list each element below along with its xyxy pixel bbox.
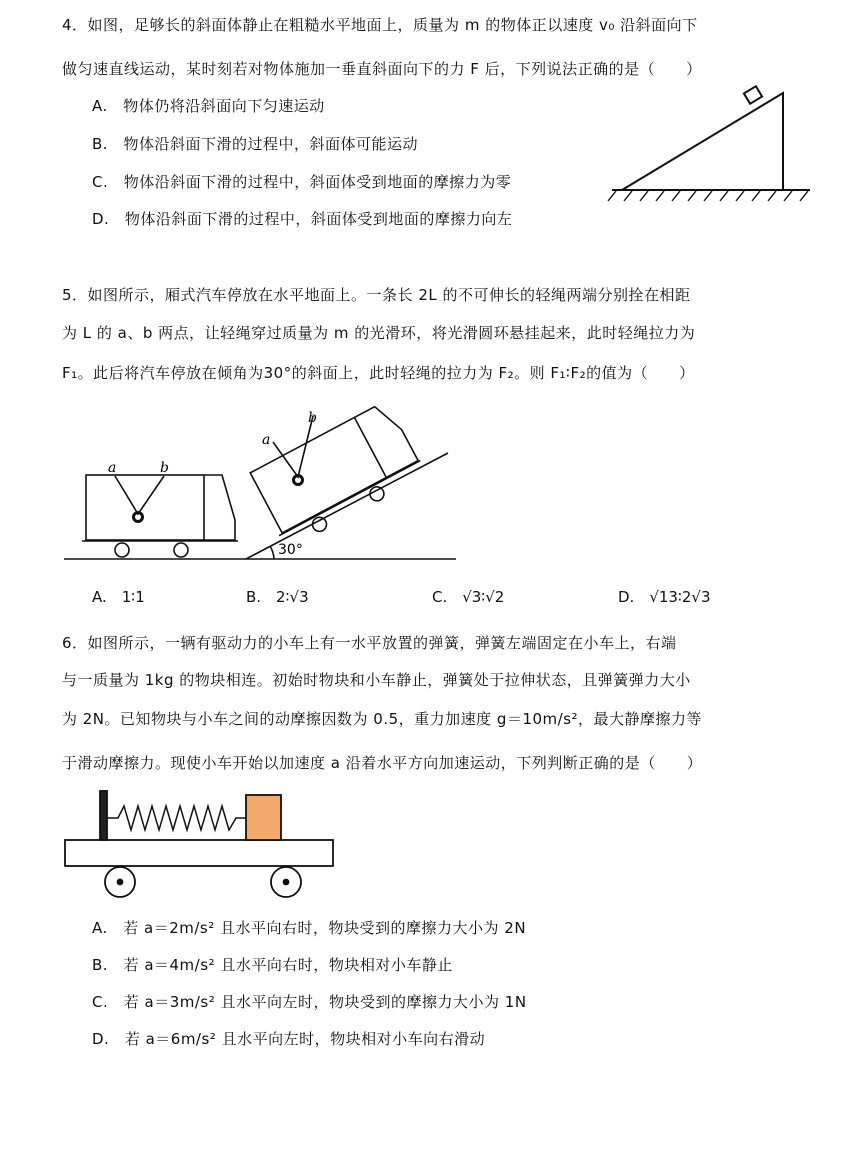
q4-stem-line-2: 做匀速直线运动，某时刻若对物体施加一垂直斜面向下的力 F 后，下列说法正确的是（ ） xyxy=(62,60,702,78)
incline-wedge xyxy=(622,93,783,190)
q4-option-b: B. 物体沿斜面下滑的过程中，斜面体可能运动 xyxy=(92,135,419,153)
tilted-label-a: a xyxy=(262,432,271,448)
q6-option-b: B. 若 a＝4m/s² 且水平向右时，物块相对小车静止 xyxy=(92,956,453,974)
flat-van-wheel xyxy=(115,543,129,557)
cart-block xyxy=(246,795,281,840)
tilted-label-b: b xyxy=(308,410,317,426)
q4-stem-line-1: 4．如图，足够长的斜面体静止在粗糙水平地面上，质量为 m 的物体正以速度 v₀ 沿斜面向下 xyxy=(62,16,698,34)
q5-option-a: A. 1∶1 xyxy=(92,588,145,606)
q5-option-d: D. √13∶2√3 xyxy=(618,588,711,606)
tilted-van xyxy=(247,400,428,550)
spring xyxy=(107,806,246,830)
q5-option-b: B. 2∶√3 xyxy=(246,588,309,606)
incline-figure xyxy=(600,85,820,210)
q6-option-d: D. 若 a＝6m/s² 且水平向左时，物块相对小车向右滑动 xyxy=(92,1030,486,1048)
flat-van-wheel xyxy=(174,543,188,557)
block-on-incline xyxy=(744,86,762,103)
flat-van-body xyxy=(86,475,204,540)
q6-stem-line-4: 于滑动摩擦力。现使小车开始以加速度 a 沿着水平方向加速运动，下列判断正确的是（ ） xyxy=(62,754,703,772)
q5-stem-line-2: 为 L 的 a、b 两点，让轻绳穿过质量为 m 的光滑环，将光滑圆环悬挂起来，此时轻绳拉力为 xyxy=(62,324,696,342)
q4-option-d: D. 物体沿斜面下滑的过程中，斜面体受到地面的摩擦力向左 xyxy=(92,210,513,228)
q6-option-c: C. 若 a＝3m/s² 且水平向左时，物块受到的摩擦力大小为 1N xyxy=(92,993,527,1011)
q6-option-a: A. 若 a＝2m/s² 且水平向右时，物块受到的摩擦力大小为 2N xyxy=(92,919,527,937)
slope-line xyxy=(246,453,448,559)
q5-stem-line-3: F₁。此后将汽车停放在倾角为30°的斜面上，此时轻绳的拉力为 F₂。则 F₁∶F₂的值为（ ） xyxy=(62,364,695,382)
tilted-van-ring xyxy=(294,476,303,485)
q4-option-a: A. 物体仍将沿斜面向下匀速运动 xyxy=(92,97,325,115)
q6-stem-line-3: 为 2N。已知物块与小车之间的动摩擦因数为 0.5，重力加速度 g＝10m/s²，最大静摩擦力等 xyxy=(62,710,703,728)
flat-van-rope xyxy=(115,476,164,514)
flat-label-b: b xyxy=(160,460,169,476)
cart-deck xyxy=(65,840,333,866)
flat-van-cab xyxy=(204,475,235,540)
q6-stem-line-1: 6．如图所示，一辆有驱动力的小车上有一水平放置的弹簧，弹簧左端固定在小车上，右端 xyxy=(62,634,677,652)
van-figure xyxy=(60,400,470,565)
q6-stem-line-2: 与一质量为 1kg 的物块相连。初始时物块和小车静止，弹簧处于拉伸状态，且弹簧弹力大小 xyxy=(62,671,691,689)
cart-spring-figure xyxy=(60,788,340,900)
flat-label-a: a xyxy=(108,460,117,476)
wall-post xyxy=(100,791,107,840)
q5-stem-line-1: 5．如图所示，厢式汽车停放在水平地面上。一条长 2L 的不可伸长的轻绳两端分别拴在相距 xyxy=(62,286,691,304)
flat-van-ring xyxy=(134,513,143,522)
tilted-van-rope xyxy=(273,416,313,477)
ground-hatching xyxy=(608,191,808,201)
angle-label: 30° xyxy=(278,542,303,558)
angle-arc xyxy=(270,546,274,559)
q5-option-c: C. √3∶√2 xyxy=(432,588,505,606)
q4-option-c: C. 物体沿斜面下滑的过程中，斜面体受到地面的摩擦力为零 xyxy=(92,173,512,191)
